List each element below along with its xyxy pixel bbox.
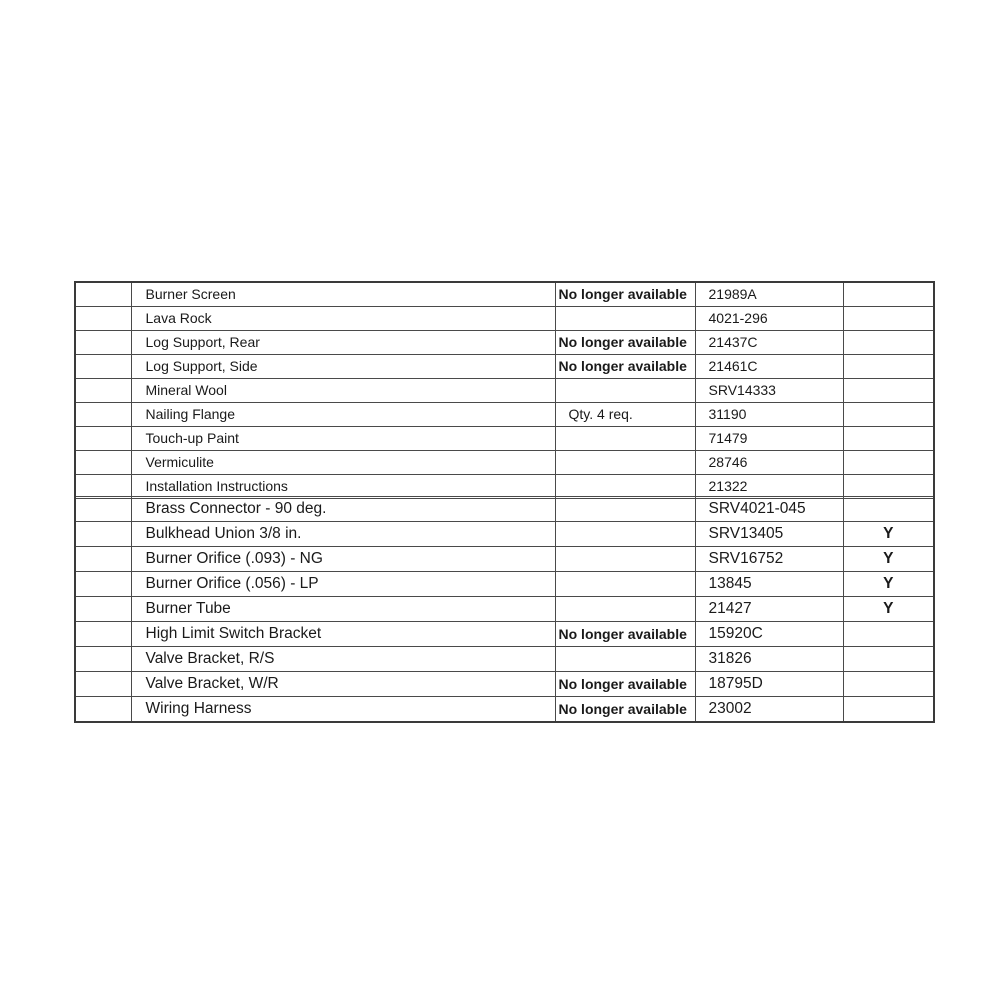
description-cell: High Limit Switch Bracket [131, 622, 555, 647]
index-cell [75, 647, 131, 672]
description-cell: Valve Bracket, R/S [131, 647, 555, 672]
description-cell: Bulkhead Union 3/8 in. [131, 522, 555, 547]
description-cell: Wiring Harness [131, 697, 555, 722]
flag-cell [843, 672, 934, 697]
description-cell: Nailing Flange [131, 402, 555, 426]
flag-cell [843, 450, 934, 474]
table-row [75, 402, 934, 426]
availability-note-cell [555, 572, 695, 597]
flag-cell [843, 647, 934, 672]
index-cell [75, 402, 131, 426]
index-cell [75, 597, 131, 622]
description-cell: Burner Tube [131, 597, 555, 622]
table-row [75, 672, 934, 697]
flag-cell [843, 474, 934, 498]
availability-note-cell [555, 547, 695, 572]
description-cell: Burner Orifice (.093) - NG [131, 547, 555, 572]
flag-cell [843, 402, 934, 426]
flag-cell: Y [843, 522, 934, 547]
availability-note-cell: No longer available [555, 330, 695, 354]
description-cell: Burner Orifice (.056) - LP [131, 572, 555, 597]
parts-table-top-body [75, 282, 934, 498]
part-number-cell: SRV16752 [695, 547, 843, 572]
availability-note-cell: No longer available [555, 354, 695, 378]
availability-note-cell [555, 426, 695, 450]
description-cell: Log Support, Rear [131, 330, 555, 354]
part-number-cell: 23002 [695, 697, 843, 722]
part-number-cell: 13845 [695, 572, 843, 597]
table-row [75, 354, 934, 378]
table-row [75, 474, 934, 498]
availability-note-cell [555, 474, 695, 498]
flag-cell [843, 282, 934, 306]
table-row [75, 647, 934, 672]
availability-note-cell [555, 497, 695, 522]
table-row [75, 378, 934, 402]
table-row [75, 697, 934, 722]
table-row [75, 572, 934, 597]
table-row [75, 426, 934, 450]
part-number-cell: 31826 [695, 647, 843, 672]
availability-note-cell [555, 306, 695, 330]
table-row [75, 522, 934, 547]
flag-cell [843, 697, 934, 722]
description-cell: Lava Rock [131, 306, 555, 330]
index-cell [75, 306, 131, 330]
index-cell [75, 547, 131, 572]
availability-note-cell: No longer available [555, 672, 695, 697]
availability-note-cell [555, 522, 695, 547]
index-cell [75, 572, 131, 597]
availability-note-cell [555, 378, 695, 402]
table-row [75, 306, 934, 330]
flag-cell: Y [843, 597, 934, 622]
index-cell [75, 497, 131, 522]
index-cell [75, 474, 131, 498]
availability-note-cell [555, 450, 695, 474]
table-row [75, 497, 934, 522]
parts-table-top [74, 281, 935, 499]
table-row [75, 547, 934, 572]
parts-table-bottom [74, 496, 935, 723]
part-number-cell: 28746 [695, 450, 843, 474]
flag-cell [843, 426, 934, 450]
description-cell: Valve Bracket, W/R [131, 672, 555, 697]
table-row [75, 330, 934, 354]
flag-cell [843, 378, 934, 402]
parts-table-bottom-body [75, 497, 934, 722]
part-number-cell: 21989A [695, 282, 843, 306]
index-cell [75, 330, 131, 354]
index-cell [75, 522, 131, 547]
description-cell: Log Support, Side [131, 354, 555, 378]
flag-cell [843, 330, 934, 354]
flag-cell: Y [843, 547, 934, 572]
part-number-cell: 21437C [695, 330, 843, 354]
flag-cell [843, 622, 934, 647]
description-cell: Touch-up Paint [131, 426, 555, 450]
availability-note-cell: No longer available [555, 697, 695, 722]
description-cell: Mineral Wool [131, 378, 555, 402]
part-number-cell: SRV4021-045 [695, 497, 843, 522]
index-cell [75, 672, 131, 697]
description-cell: Brass Connector - 90 deg. [131, 497, 555, 522]
part-number-cell: 4021-296 [695, 306, 843, 330]
index-cell [75, 378, 131, 402]
index-cell [75, 354, 131, 378]
flag-cell [843, 354, 934, 378]
part-number-cell: SRV13405 [695, 522, 843, 547]
part-number-cell: 71479 [695, 426, 843, 450]
part-number-cell: SRV14333 [695, 378, 843, 402]
index-cell [75, 697, 131, 722]
index-cell [75, 282, 131, 306]
table-row [75, 282, 934, 306]
table-row [75, 622, 934, 647]
part-number-cell: 21461C [695, 354, 843, 378]
description-cell: Vermiculite [131, 450, 555, 474]
index-cell [75, 450, 131, 474]
index-cell [75, 426, 131, 450]
flag-cell [843, 497, 934, 522]
description-cell: Installation Instructions [131, 474, 555, 498]
index-cell [75, 622, 131, 647]
description-cell: Burner Screen [131, 282, 555, 306]
availability-note-cell: No longer available [555, 622, 695, 647]
part-number-cell: 15920C [695, 622, 843, 647]
part-number-cell: 31190 [695, 402, 843, 426]
availability-note-cell [555, 597, 695, 622]
flag-cell: Y [843, 572, 934, 597]
availability-note-cell [555, 647, 695, 672]
availability-note-cell: No longer available [555, 282, 695, 306]
table-row [75, 450, 934, 474]
flag-cell [843, 306, 934, 330]
table-row [75, 597, 934, 622]
part-number-cell: 21427 [695, 597, 843, 622]
part-number-cell: 18795D [695, 672, 843, 697]
part-number-cell: 21322 [695, 474, 843, 498]
availability-note-cell: Qty. 4 req. [555, 402, 695, 426]
